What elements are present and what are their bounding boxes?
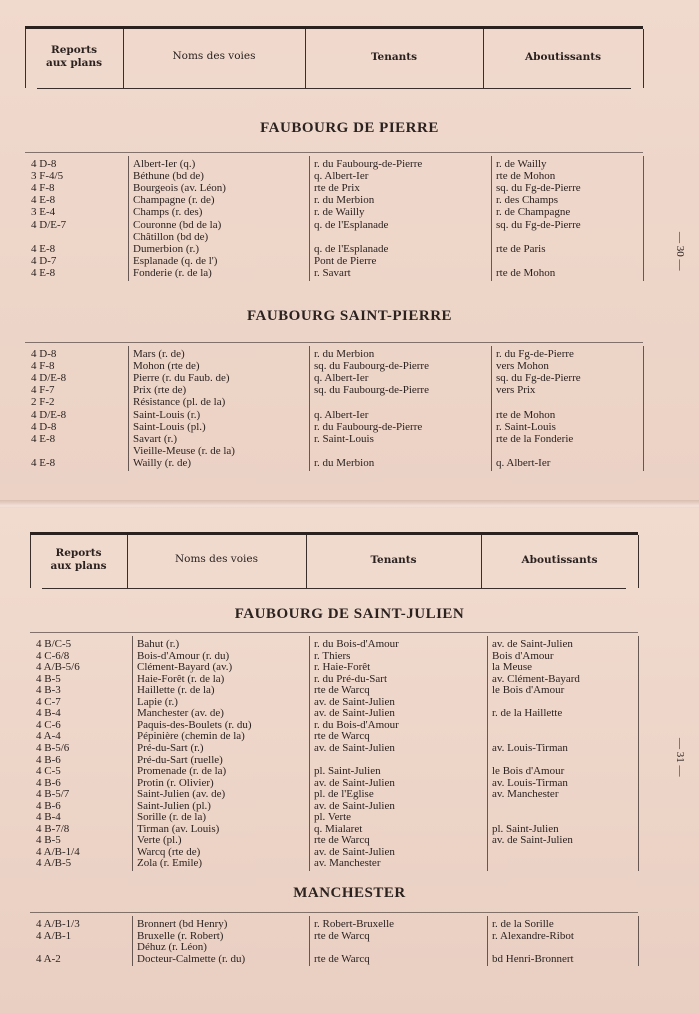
street-name: Manchester (av. de) [137, 707, 224, 720]
street-tenants: r. de Wailly [314, 206, 365, 219]
plan-reference: 4 B-6 [36, 799, 61, 812]
street-tenants: sq. du Faubourg-de-Pierre [314, 360, 429, 373]
street-name: Lapie (r.) [137, 695, 178, 708]
street-name: Fonderie (r. de la) [133, 266, 212, 279]
section-title: FAUBOURG SAINT-PIERRE [246, 308, 453, 324]
street-aboutissants: r. Saint-Louis [496, 420, 556, 433]
plan-reference: 4 D-8 [31, 420, 57, 433]
street-tenants: r. Savart [314, 266, 351, 279]
section-title: MANCHESTER [293, 885, 406, 901]
street-name: Châtillon (bd de) [133, 230, 209, 243]
street-aboutissants: q. Albert-Ier [496, 456, 551, 469]
section-top-rule [25, 342, 643, 343]
plan-reference: 4 D/E-8 [31, 408, 67, 421]
street-name: Pierre (r. du Faub. de) [133, 372, 230, 385]
street-tenants: r. du Faubourg-de-Pierre [314, 420, 423, 433]
street-name: Champagne (r. de) [133, 194, 215, 207]
street-tenants: pl. de l'Eglise [314, 788, 374, 801]
street-row [0, 360, 699, 372]
street-tenants: av. de Saint-Julien [314, 799, 395, 812]
plan-reference: 4 D-8 [31, 158, 57, 170]
street-aboutissants: la Meuse [492, 661, 533, 674]
street-aboutissants: le Bois d'Amour [492, 684, 565, 697]
street-aboutissants: av. Clément-Bayard [492, 672, 580, 685]
street-name: Haie-Forêt (r. de la) [137, 672, 225, 685]
street-name: Mars (r. de) [133, 348, 185, 360]
street-tenants: sq. du Faubourg-de-Pierre [314, 384, 429, 397]
street-row [0, 409, 699, 421]
street-name: Haillette (r. de la) [137, 684, 215, 697]
section-top-rule [30, 632, 638, 633]
street-tenants: r. Robert-Bruxelle [314, 918, 395, 930]
street-tenants: q. de l'Esplanade [314, 218, 389, 231]
header-noms: Noms des voies [174, 553, 259, 565]
street-aboutissants: vers Mohon [496, 360, 549, 373]
street-tenants: r. du Pré-du-Sart [314, 672, 388, 685]
street-aboutissants: r. du Fg-de-Pierre [496, 348, 574, 360]
street-name: Tirman (av. Louis) [137, 822, 220, 835]
street-row [0, 457, 699, 469]
street-row [0, 650, 699, 662]
street-name: Protin (r. Olivier) [137, 776, 214, 789]
street-name: Sorille (r. de la) [137, 811, 207, 824]
section-top-rule [25, 152, 643, 153]
street-name: Saint-Julien (pl.) [137, 799, 211, 812]
header-aboutissants: Aboutissants [525, 51, 601, 63]
street-name: Champs (r. des) [133, 206, 203, 219]
street-aboutissants: rte de Mohon [496, 408, 556, 421]
street-row [0, 219, 699, 231]
street-tenants: r. Saint-Louis [314, 432, 374, 445]
street-name: Bruxelle (r. Robert) [137, 929, 224, 942]
street-tenants: q. de l'Esplanade [314, 242, 389, 255]
street-row [0, 384, 699, 396]
street-name: Bronnert (bd Henry) [137, 918, 228, 930]
header-tenants: Tenants [370, 51, 418, 63]
plan-reference: 4 B-5 [36, 672, 61, 685]
plan-reference: 4 B-5/6 [36, 741, 70, 754]
street-name: Saint-Julien (av. de) [137, 788, 226, 801]
street-name: Béthune (bd de) [133, 170, 204, 183]
street-row [0, 638, 699, 650]
street-tenants: av. de Saint-Julien [314, 695, 395, 708]
street-row [0, 742, 699, 754]
street-name: Déhuz (r. Léon) [137, 941, 207, 953]
street-aboutissants: av. Louis-Tirman [492, 776, 568, 789]
street-tenants: r. du Bois-d'Amour [314, 718, 399, 731]
street-row [0, 930, 699, 942]
street-aboutissants: rte de la Fonderie [496, 432, 574, 445]
header-reports-line2: aux plans [45, 57, 103, 69]
plan-reference: 4 A-4 [36, 730, 61, 743]
street-row [0, 696, 699, 708]
street-aboutissants: r. de Champagne [496, 206, 571, 219]
street-name: Saint-Louis (pl.) [133, 420, 206, 433]
street-tenants: q. Albert-Ier [314, 170, 369, 183]
street-name: Pépinière (chemin de la) [137, 730, 245, 743]
street-name: Paquis-des-Boulets (r. du) [137, 718, 252, 731]
street-row [0, 445, 699, 457]
plan-reference: 3 E-4 [31, 206, 56, 219]
header-reports [25, 44, 123, 70]
plan-reference: 4 E-8 [31, 266, 56, 279]
street-tenants: r. Haie-Forêt [314, 661, 371, 674]
street-row [0, 788, 699, 800]
street-name: Wailly (r. de) [133, 456, 192, 469]
header-divider [638, 535, 639, 588]
street-row [0, 765, 699, 777]
plan-reference: 4 D/E-8 [31, 372, 67, 385]
street-row [0, 194, 699, 206]
street-row [0, 396, 699, 408]
street-name: Pré-du-Sart (ruelle) [137, 753, 223, 766]
street-name: Albert-Ier (q.) [133, 158, 196, 170]
street-name: Prix (rte de) [133, 384, 187, 397]
street-aboutissants: av. de Saint-Julien [492, 834, 573, 847]
street-row [0, 777, 699, 789]
street-name: Zola (r. Emile) [137, 857, 203, 870]
street-aboutissants: rte de Mohon [496, 170, 556, 183]
street-row [0, 661, 699, 673]
street-row [0, 372, 699, 384]
street-aboutissants: le Bois d'Amour [492, 765, 565, 778]
plan-reference: 4 E-8 [31, 242, 56, 255]
section-title: FAUBOURG DE PIERRE [260, 120, 439, 136]
street-row [0, 707, 699, 719]
street-name: Pré-du-Sart (r.) [137, 741, 204, 754]
street-aboutissants: av. Manchester [492, 788, 559, 801]
street-name: Promenade (r. de la) [137, 765, 227, 778]
plan-reference: 4 B-5 [36, 834, 61, 847]
street-tenants: av. de Saint-Julien [314, 776, 395, 789]
street-aboutissants: sq. du Fg-de-Pierre [496, 372, 581, 385]
plan-reference: 4 A/B-5/6 [36, 661, 80, 674]
street-name: Warcq (rte de) [137, 845, 201, 858]
street-tenants: r. du Merbion [314, 456, 375, 469]
street-row [0, 348, 699, 360]
street-tenants: av. de Saint-Julien [314, 707, 395, 720]
header-underline [37, 88, 631, 89]
plan-reference: 4 F-8 [31, 360, 55, 373]
street-tenants: rte de Warcq [314, 834, 370, 847]
street-aboutissants: pl. Saint-Julien [492, 822, 559, 835]
street-tenants: pl. Saint-Julien [314, 765, 381, 778]
plan-reference: 4 C-7 [36, 695, 61, 708]
plan-reference: 4 E-8 [31, 456, 56, 469]
header-reports-line1: Reports [55, 547, 102, 559]
street-row [0, 846, 699, 858]
header-reports [30, 547, 127, 573]
street-row [0, 811, 699, 823]
street-name: Savart (r.) [133, 432, 177, 445]
street-row [0, 206, 699, 218]
plan-reference: 4 B-5/7 [36, 788, 70, 801]
street-row [0, 421, 699, 433]
street-row [0, 255, 699, 267]
plan-reference: 4 B/C-5 [36, 638, 72, 650]
street-tenants: rte de Warcq [314, 730, 370, 743]
plan-reference: 4 C-6/8 [36, 649, 70, 662]
street-aboutissants: r. de la Sorille [492, 918, 554, 930]
street-aboutissants: rte de Paris [496, 242, 546, 255]
plan-reference: 4 A/B-1 [36, 929, 72, 942]
page-31 [0, 508, 699, 1013]
street-tenants: rte de Warcq [314, 952, 370, 965]
street-name: Saint-Louis (r.) [133, 408, 201, 421]
street-tenants: r. du Merbion [314, 348, 375, 360]
street-tenants: av. Manchester [314, 857, 381, 870]
street-aboutissants: r. Alexandre-Ribot [492, 929, 574, 942]
street-name: Verte (pl.) [137, 834, 182, 847]
street-name: Clément-Bayard (av.) [137, 661, 233, 674]
street-aboutissants: rte de Mohon [496, 266, 556, 279]
street-aboutissants: sq. du Fg-de-Pierre [496, 182, 581, 195]
plan-reference: 4 A-2 [36, 952, 61, 965]
street-tenants: pl. Verte [314, 811, 352, 824]
street-row [0, 800, 699, 812]
street-row [0, 673, 699, 685]
street-tenants: av. de Saint-Julien [314, 741, 395, 754]
street-row [0, 953, 699, 965]
plan-reference: 4 E-8 [31, 194, 56, 207]
plan-reference: 4 F-7 [31, 384, 55, 397]
top-rule [30, 532, 638, 535]
header-divider [643, 29, 644, 88]
street-tenants: r. Thiers [314, 649, 351, 662]
header-reports-line1: Reports [50, 44, 98, 56]
street-tenants: q. Mialaret [314, 822, 363, 835]
plan-reference: 4 B-6 [36, 753, 61, 766]
street-tenants: rte de Warcq [314, 929, 370, 942]
header-tenants: Tenants [370, 554, 417, 566]
section-title: FAUBOURG DE SAINT-JULIEN [234, 606, 465, 622]
street-tenants: r. du Bois-d'Amour [314, 638, 399, 650]
header-aboutissants: Aboutissants [521, 554, 598, 566]
street-row [0, 823, 699, 835]
street-aboutissants: vers Prix [496, 384, 536, 397]
street-aboutissants: r. des Champs [496, 194, 559, 207]
street-aboutissants: sq. du Fg-de-Pierre [496, 218, 581, 231]
street-row [0, 170, 699, 182]
street-tenants: r. du Merbion [314, 194, 375, 207]
street-tenants: q. Albert-Ier [314, 408, 369, 421]
street-row [0, 857, 699, 869]
street-aboutissants: bd Henri-Bronnert [492, 952, 574, 965]
street-aboutissants: r. de Wailly [496, 158, 547, 170]
street-name: Bois-d'Amour (r. du) [137, 649, 230, 662]
street-aboutissants: Bois d'Amour [492, 649, 554, 662]
plan-reference: 4 B-7/8 [36, 822, 70, 835]
street-name: Bahut (r.) [137, 638, 180, 650]
street-name: Docteur-Calmette (r. du) [137, 952, 246, 965]
section-top-rule [30, 912, 638, 913]
street-row [0, 834, 699, 846]
street-name: Bourgeois (av. Léon) [133, 182, 226, 195]
plan-reference: 4 B-4 [36, 707, 61, 720]
plan-reference: 4 C-6 [36, 718, 61, 731]
plan-reference: 4 F-8 [31, 182, 55, 195]
plan-reference: 4 B-4 [36, 811, 61, 824]
street-row [0, 231, 699, 243]
top-rule [25, 26, 643, 29]
street-row [0, 158, 699, 170]
plan-reference: 4 D-8 [31, 348, 57, 360]
plan-reference: 4 B-3 [36, 684, 61, 697]
street-name: Mohon (rte de) [133, 360, 200, 373]
street-row [0, 433, 699, 445]
street-tenants: r. du Faubourg-de-Pierre [314, 158, 423, 170]
street-row [0, 243, 699, 255]
street-tenants: Pont de Pierre [314, 254, 377, 267]
plan-reference: 4 D/E-7 [31, 218, 67, 231]
street-row [0, 719, 699, 731]
street-tenants: rte de Warcq [314, 684, 370, 697]
street-row [0, 267, 699, 279]
street-tenants: rte de Prix [314, 182, 360, 195]
street-row [0, 754, 699, 766]
street-tenants: q. Albert-Ier [314, 372, 369, 385]
plan-reference: 4 C-5 [36, 765, 61, 778]
page-30 [0, 0, 699, 503]
street-row [0, 941, 699, 953]
street-tenants: av. de Saint-Julien [314, 845, 395, 858]
street-name: Vieille-Meuse (r. de la) [133, 444, 235, 457]
plan-reference: 4 A/B-5 [36, 857, 72, 870]
street-row [0, 182, 699, 194]
street-name: Résistance (pl. de la) [133, 396, 226, 409]
page-number: — 31 — [674, 738, 686, 777]
header-underline [42, 588, 626, 589]
street-row [0, 918, 699, 930]
plan-reference: 4 A/B-1/4 [36, 845, 80, 858]
header-reports-line2: aux plans [50, 560, 107, 572]
street-name: Couronne (bd de la) [133, 218, 222, 231]
street-aboutissants: av. de Saint-Julien [492, 638, 573, 650]
header-noms: Noms des voies [172, 50, 256, 62]
plan-reference: 4 B-6 [36, 776, 61, 789]
street-row [0, 684, 699, 696]
street-row [0, 730, 699, 742]
plan-reference: 4 A/B-1/3 [36, 918, 80, 930]
street-aboutissants: r. de la Haillette [492, 707, 563, 720]
plan-reference: 3 F-4/5 [31, 170, 64, 183]
plan-reference: 2 F-2 [31, 396, 55, 409]
plan-reference: 4 E-8 [31, 432, 56, 445]
street-name: Esplanade (q. de l') [133, 254, 218, 267]
page-number: — 30 — [674, 232, 686, 271]
street-name: Dumerbion (r.) [133, 242, 199, 255]
plan-reference: 4 D-7 [31, 254, 57, 267]
street-aboutissants: av. Louis-Tirman [492, 741, 568, 754]
